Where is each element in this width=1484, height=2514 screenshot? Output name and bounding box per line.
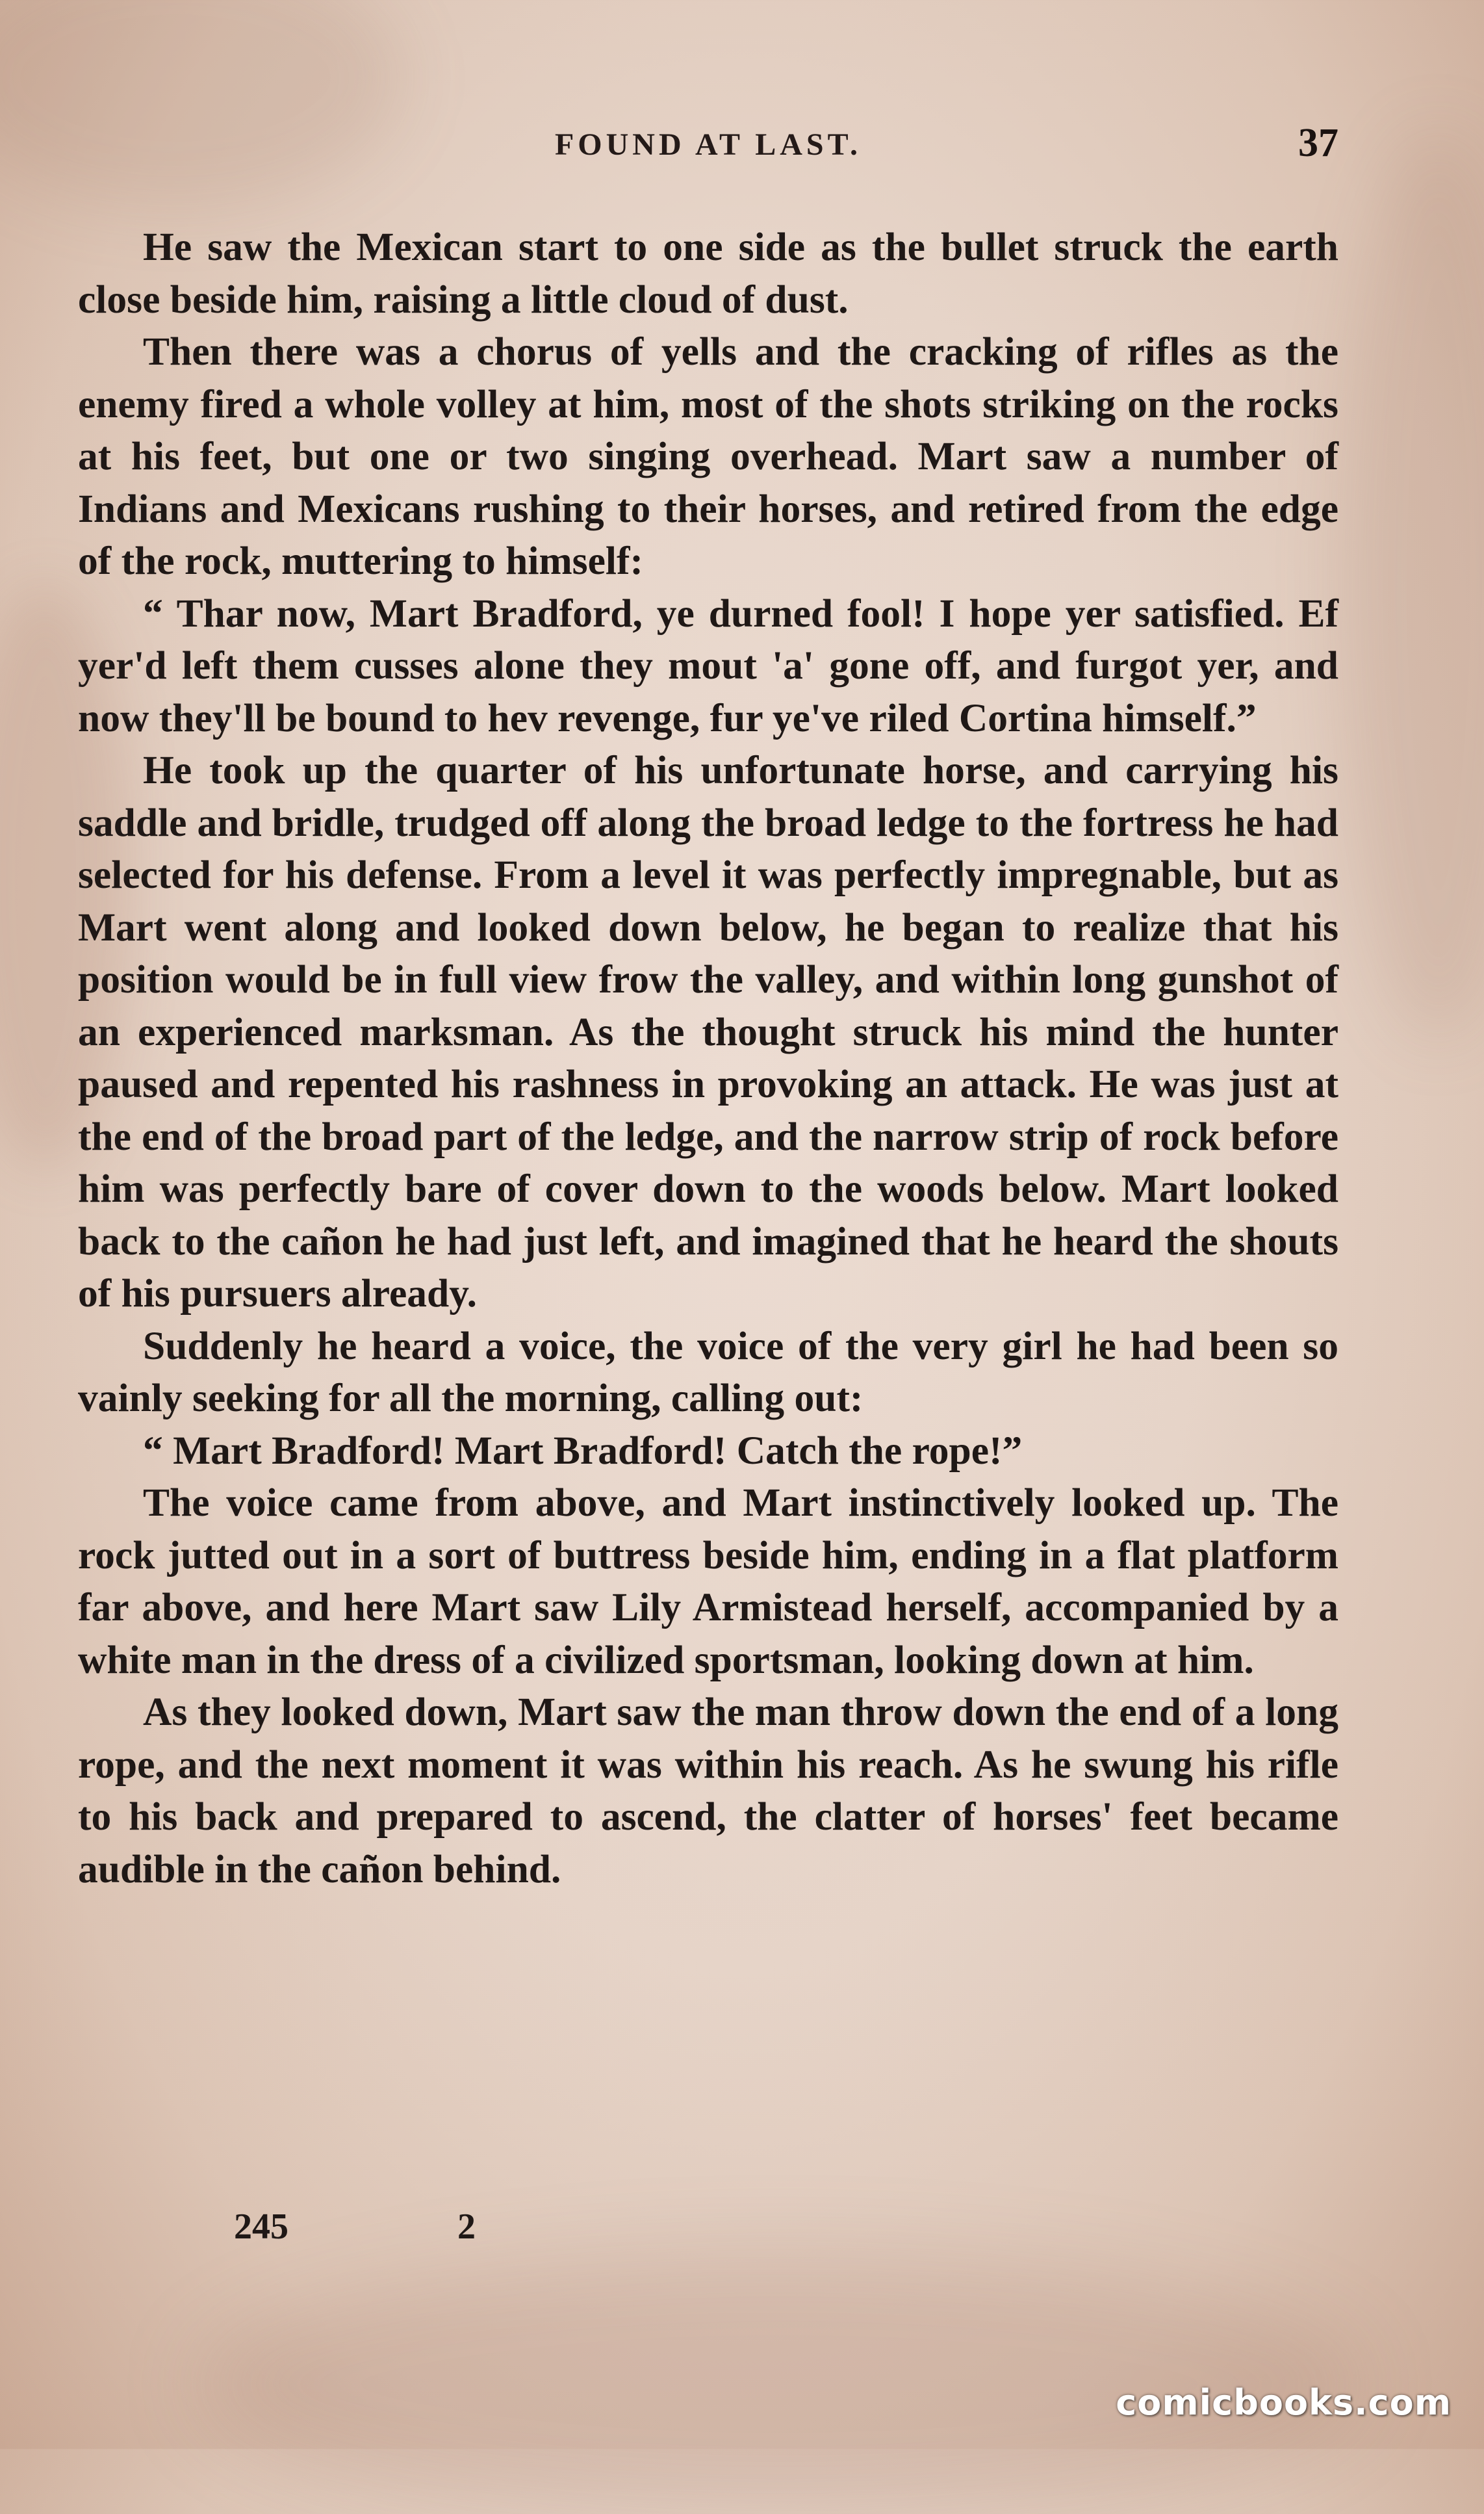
paragraph: The voice came from above, and Mart instinctively looked up. The rock jutted out in a sort of buttress beside him, ending in a flat platform far above, and here Mart saw Lily Armistead herself, accompanied by a white man in the dress of a civilized sportsman, looking down at him.	[78, 1481, 1338, 1682]
paragraph: He saw the Mexican start to one side as the bullet struck the earth close beside him, raising a little cloud of dust.	[78, 225, 1338, 322]
page-footer	[234, 2206, 559, 2251]
body-text	[78, 221, 1338, 1895]
paragraph: Then there was a chorus of yells and the cracking of rifles as the enemy fired a whole volley at him, most of the shots striking on the rocks at his feet, but one or two singing overhead. Mart saw a number of Indians and Mexicans rushing to their horses, and retired from the edge of the rock, muttering to himself:	[78, 330, 1338, 583]
page-number: 37	[1298, 121, 1338, 165]
running-title: FOUND AT LAST.	[554, 127, 862, 162]
paper-stain-right	[1341, 130, 1484, 1040]
paragraph: Suddenly he heard a voice, the voice of the very girl he had been so vainly seeking for all the morning, calling out:	[78, 1323, 1338, 1420]
paragraph: “ Mart Bradford! Mart Bradford! Catch the rope!”	[143, 1428, 1023, 1473]
paragraph: “ Thar now, Mart Bradford, ye durned fool! I hope yer satisfied. Ef yer'd left them cusses alone they mout 'a' gone off, and furgot yer, and now they'll be bound to hev revenge, fur ye've riled Cortina himself.”	[78, 591, 1338, 740]
watermark-logo: comicbooks.com	[1116, 2382, 1452, 2423]
signature-mark-right: 2	[457, 2207, 476, 2247]
paragraph: He took up the quarter of his unfortunate horse, and carrying his saddle and bridle, trudged off along the broad ledge to the fortress he had selected for his defense. From a level it was perfectly impregnable, but as Mart went along and looked down below, he began to realize that his position would be in full view frow the valley, and within long gunshot of an experienced marksman. As the thought struck his mind the hunter paused and repented his rashness in provoking an attack. He was just at the end of the broad part of the ledge, and the narrow strip of rock before him was perfectly bare of cover down to the woods below. Mart looked back to the cañon he had just left, and imagined that he heard the shouts of his pursuers already.	[78, 748, 1338, 1315]
signature-mark-left: 245	[234, 2207, 288, 2247]
page-header	[78, 120, 1338, 179]
paragraph: As they looked down, Mart saw the man throw down the end of a long rope, and the next moment it was within his reach. As he swung his rifle to his back and prepared to ascend, the clatter of horses' feet became audible in the cañon behind.	[78, 1690, 1338, 1891]
